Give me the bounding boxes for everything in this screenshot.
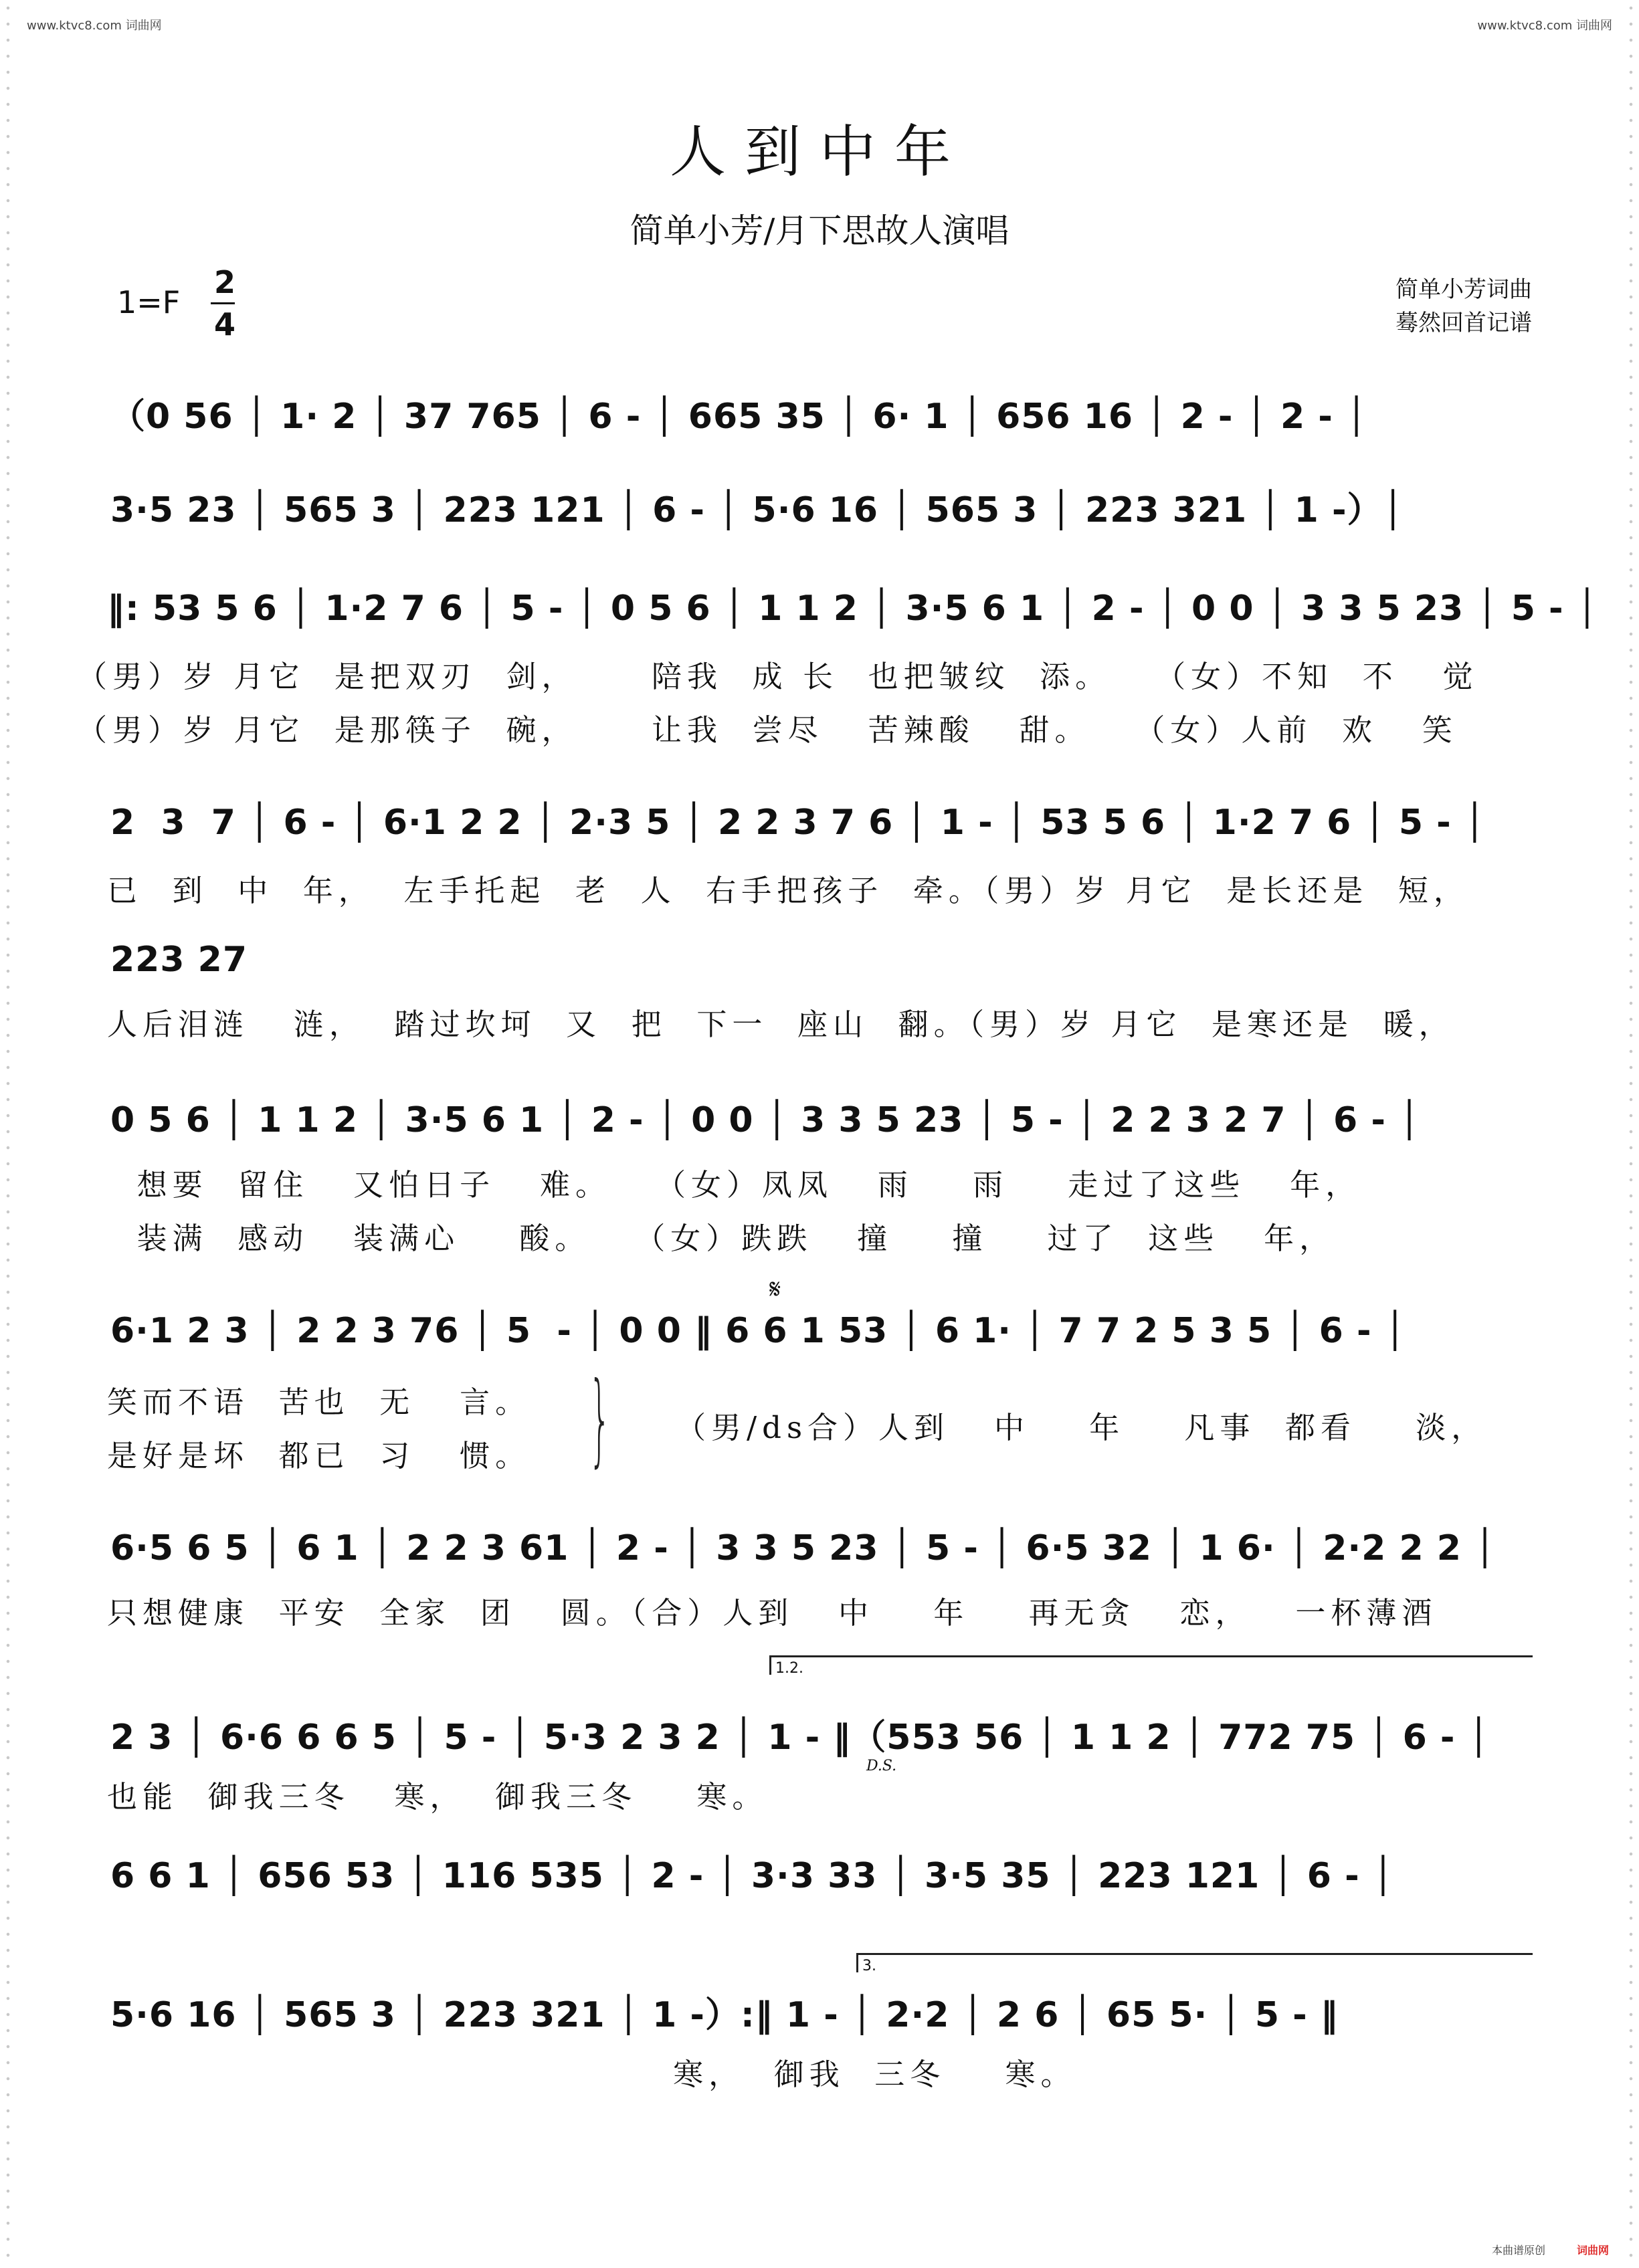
notation-line: 2 3 │ 6·6 6 6 5 │ 5 - │ 5·3 2 3 2 │ 1 - ‖（553 56 │ 1 1 2 │ 772 75 │ 6 - │	[110, 1718, 1490, 1758]
lyric-line: （男）岁 月它 是把双刃 剑， 陪我 成 长 也把皱纹 添。 （女）不知 不 觉	[77, 659, 1478, 694]
notation-line: 6·1 2 3 │ 2 2 3 76 │ 5 - │ 0 0 ‖ 6 6 1 53 │ 6 1· │ 7 7 2 5 3 5 │ 6 - │	[110, 1311, 1406, 1351]
credit-lyrics-music: 简单小芳词曲	[1395, 276, 1532, 303]
lyric-line: 寒， 御我 三冬 寒。	[375, 2057, 1076, 2092]
lyric-line: 想要 留住 又怕日子 难。 （女）凤凤 雨 雨 走过了这些 年，	[107, 1167, 1361, 1203]
notation-line: 223 27	[110, 940, 248, 980]
lyric-line: 人后泪涟 涟， 踏过坎坷 又 把 下一 座山 翻。（男）岁 月它 是寒还是 暖，	[107, 1007, 1454, 1042]
notation-line: 3·5 23 │ 565 3 │ 223 121 │ 6 - │ 5·6 16 │ 565 3 │ 223 321 │ 1 -）│	[110, 490, 1404, 530]
notation-line: 6 6 1 │ 656 53 │ 116 535 │ 2 - │ 3·3 33 │ 3·5 35 │ 223 121 │ 6 - │	[110, 1856, 1395, 1896]
time-signature-bar	[211, 302, 235, 304]
notation-line: （0 56 │ 1· 2 │ 37 765 │ 6 - │ 665 35 │ 6· 1 │ 656 16 │ 2 - │ 2 - │	[110, 397, 1368, 437]
lyric-line: （男/ds合）人到 中 年 凡事 都看 淡，	[676, 1410, 1487, 1445]
notation-line: 2 3 7 │ 6 - │ 6·1 2 2 │ 2·3 5 │ 2 2 3 7 6 │ 1 - │ 53 5 6 │ 1·2 7 6 │ 5 - │	[110, 803, 1486, 843]
ds-mark: D.S.	[866, 1758, 897, 1774]
lyric-line: 已 到 中 年， 左手托起 老 人 右手把孩子 牵。（男）岁 月它 是长还是 短，	[107, 873, 1469, 908]
volta-bracket	[856, 1953, 1533, 1972]
time-signature-bottom: 4	[214, 306, 236, 342]
right-margin-decoration	[1623, 0, 1639, 2268]
segno-sign: 𝄋	[769, 1274, 781, 1305]
credit-transcriber: 蓦然回首记谱	[1395, 310, 1532, 336]
key-signature: 1=F	[117, 284, 181, 320]
lyric-line: 是好是坏 都已 习 惯。	[107, 1438, 531, 1473]
volta-bracket	[769, 1655, 1533, 1675]
lyric-line: 装满 感动 装满心 酸。 （女）跌跌 撞 撞 过了 这些 年，	[107, 1221, 1335, 1256]
site-watermark-left: www.ktvc8.com 词曲网	[27, 19, 162, 33]
song-title: 人到中年	[669, 119, 969, 185]
time-signature-top: 2	[214, 264, 236, 300]
volta-label: 1.2.	[775, 1660, 803, 1677]
volta-label: 3.	[862, 1958, 876, 1974]
notation-line: 0 5 6 │ 1 1 2 │ 3·5 6 1 │ 2 - │ 0 0 │ 3 3 5 23 │ 5 - │ 2 2 3 2 7 │ 6 - │	[110, 1100, 1421, 1140]
song-subtitle: 简单小芳/月下思故人演唱	[630, 211, 1009, 250]
left-margin-decoration	[0, 0, 16, 2268]
site-watermark-right: www.ktvc8.com 词曲网	[1477, 19, 1612, 33]
lyric-line: 只想健康 平安 全家 团 圆。（合）人到 中 年 再无贪 恋， 一杯薄酒	[107, 1595, 1438, 1631]
lyric-line: 笑而不语 苦也 无 言。	[107, 1384, 531, 1420]
notation-line: 5·6 16 │ 565 3 │ 223 321 │ 1 -）:‖ 1 - │ 2·2 │ 2 6 │ 65 5· │ 5 - ‖	[110, 1995, 1339, 2035]
lyric-brace: }	[589, 1361, 611, 1477]
footer-brand: 词曲网	[1576, 2244, 1609, 2257]
lyric-line: 也能 御我三冬 寒， 御我三冬 寒。	[107, 1779, 768, 1815]
lyric-line: （男）岁 月它 是那筷子 碗， 让我 尝尽 苦辣酸 甜。 （女）人前 欢 笑	[77, 712, 1458, 748]
notation-line: 6·5 6 5 │ 6 1 │ 2 2 3 61 │ 2 - │ 3 3 5 23 │ 5 - │ 6·5 32 │ 1 6· │ 2·2 2 2 │	[110, 1528, 1497, 1568]
notation-line: ‖: 53 5 6 │ 1·2 7 6 │ 5 - │ 0 5 6 │ 1 1 2 │ 3·5 6 1 │ 2 - │ 0 0 │ 3 3 5 23 │ 5 - │	[107, 589, 1599, 629]
footer-note: 本曲谱原创	[1491, 2244, 1545, 2257]
